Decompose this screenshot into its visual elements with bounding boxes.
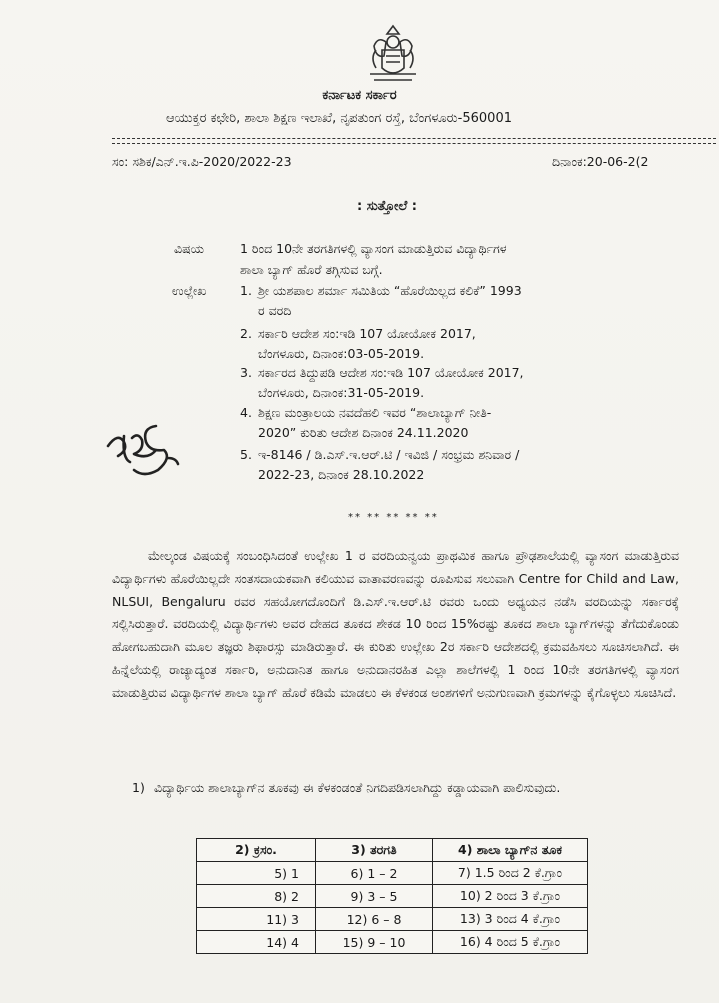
reference-line: ಇ-8146 / ಡಿ.ಎಸ್.ಇ.ಆರ್.ಟಿ / ಇವಿಜಿ / ಸಂಭ್ರಮ ಶನಿವಾರ / <box>258 447 520 462</box>
reference-number: 4. <box>240 405 252 420</box>
subject-text <box>240 238 507 280</box>
reference-number: 3. <box>240 365 252 380</box>
reference-line: 2022-23, ದಿನಾಂಕ 28.10.2022 <box>258 467 425 482</box>
table-header-row <box>197 839 588 862</box>
subject-label: ವಿಷಯ <box>174 241 204 256</box>
body-paragraph: ಮೇಲ್ಕಂಡ ವಿಷಯಕ್ಕೆ ಸಂಬಂಧಿಸಿದಂತೆ ಉಲ್ಲೇಖ 1 ರ ವರದಿಯನ್ವಯ ಪ್ರಾಥಮಿಕ ಹಾಗೂ ಪ್ರೌಢಶಾಲೆಯಲ್ಲಿ ವ್ಯಾಸಂಗ ಮಾಡುತ್ತಿರುವ ವಿದ್ಯಾರ್ಥಿಗಳು ಹೊರೆಯಿಲ್ಲದೇ ಸಂತಸದಾಯಕವಾಗಿ ಕಲಿಯುವ ವಾತಾವರಣವನ್ನು ರೂಪಿಸುವ ಸಲುವಾಗಿ Centre for Child and Law, NLSUI, Bengaluru ರವರ ಸಹಯೋಗದೊಂದಿಗೆ ಡಿ.ಎಸ್.ಇ.ಆರ್.ಟಿ ರವರು ಒಂದು ಅಧ್ಯಯನ ನಡೆಸಿ ವರದಿಯನ್ನು ಸರ್ಕಾರಕ್ಕೆ ಸಲ್ಲಿಸಿರುತ್ತಾರೆ. ವರದಿಯಲ್ಲಿ ವಿದ್ಯಾರ್ಥಿಗಳು ಅವರ ದೇಹದ ತೂಕದ ಶೇಕಡ 10 ರಿಂದ 15%ರಷ್ಟು ತೂಕದ ಶಾಲಾ ಬ್ಯಾಗ್‌ಗಳನ್ನು ತೆಗೆದುಕೊಂಡು ಹೋಗಬಹುದಾಗಿ ಮೂಲ ತಜ್ಞರು ಶಿಫಾರಸ್ಸು ಮಾಡಿರುತ್ತಾರೆ. ಈ ಕುರಿತು ಉಲ್ಲೇಖ 2ರ ಸರ್ಕಾರಿ ಆದೇಶದಲ್ಲಿ ಕ್ರಮವಹಿಸಲು ಸೂಚಿಸಲಾಗಿದೆ. ಈ ಹಿನ್ನೆಲೆಯಲ್ಲಿ ರಾಜ್ಯಾದ್ಯಂತ ಸರ್ಕಾರಿ, ಅನುದಾನಿತ ಹಾಗೂ ಅನುದಾನರಹಿತ ಎಲ್ಲಾ ಶಾಲೆಗಳಲ್ಲಿ 1 ರಿಂದ 10ನೇ ತರಗತಿಗಳಲ್ಲಿ ವ್ಯಾಸಂಗ ಮಾಡುತ್ತಿರುವ ವಿದ್ಯಾರ್ಥಿಗಳ ಶಾಲಾ ಬ್ಯಾಗ್ ಹೊರೆ ಕಡಿಮೆ ಮಾಡಲು ಈ ಕೆಳಕಂಡ ಅಂಶಗಳಿಗೆ ಅನುಗುಣವಾಗಿ ಕ್ರಮಗಳನ್ನು ಕೈಗೊಳ್ಳಲು ಸೂಚಿಸಿದೆ. <box>112 548 679 700</box>
column-header: 3) ತರಗತಿ <box>316 839 433 862</box>
table-row <box>197 931 588 954</box>
reference-number: 5. <box>240 447 252 462</box>
state-emblem-icon <box>362 22 424 88</box>
header-divider <box>112 138 716 139</box>
table-cell: 15) 9 – 10 <box>316 931 433 954</box>
section-separator: ** ** ** ** ** <box>348 512 439 523</box>
references-label: ಉಲ್ಲೇಖ <box>172 283 207 298</box>
table-cell: 9) 3 – 5 <box>316 885 433 908</box>
column-header: 4) ಶಾಲಾ ಬ್ಯಾಗ್‌ನ ತೂಕ <box>433 839 588 862</box>
bag-weight-table <box>196 838 588 954</box>
table-row <box>197 885 588 908</box>
header-divider <box>112 143 716 144</box>
reference-number: 1. <box>240 283 252 298</box>
table-cell: 16) 4 ರಿಂದ 5 ಕೆ.ಗ್ರಾಂ <box>433 931 588 954</box>
table-cell: 13) 3 ರಿಂದ 4 ಕೆ.ಗ್ರಾಂ <box>433 908 588 931</box>
office-address: ಆಯುಕ್ತರ ಕಛೇರಿ, ಶಾಲಾ ಶಿಕ್ಷಣ ಇಲಾಖೆ, ನೃಪತುಂಗ ರಸ್ತೆ, ಬೆಂಗಳೂರು-560001 <box>166 111 512 126</box>
column-header: 2) ಕ್ರಸಂ. <box>197 839 316 862</box>
reference-line: ಬೆಂಗಳೂರು, ದಿನಾಂಕ:03-05-2019. <box>258 346 425 361</box>
reference-number: 2. <box>240 326 252 341</box>
reference-line: ಸರ್ಕಾರದ ತಿದ್ದುಪಡಿ ಆದೇಶ ಸಂ:ಇಡಿ 107 ಯೋಯೋಕ 2017, <box>258 365 524 380</box>
circular-title: : ಸುತ್ತೋಲೆ : <box>357 199 417 214</box>
table-cell: 10) 2 ರಿಂದ 3 ಕೆ.ಗ್ರಾಂ <box>433 885 588 908</box>
reference-line: ಶಿಕ್ಷಣ ಮಂತ್ರಾಲಯ ನವದೆಹಲಿ ಇವರ “ಶಾಲಾಬ್ಯಾಗ್ ನೀತಿ- <box>258 405 492 420</box>
point-number: 1) <box>132 780 145 795</box>
table-row <box>197 908 588 931</box>
table-cell: 11) 3 <box>197 908 316 931</box>
reference-line: ಬೆಂಗಳೂರು, ದಿನಾಂಕ:31-05-2019. <box>258 385 425 400</box>
table-cell: 6) 1 – 2 <box>316 862 433 885</box>
reference-line: ಸರ್ಕಾರಿ ಆದೇಶ ಸಂ:ಇಡಿ 107 ಯೋಯೋಕ 2017, <box>258 326 476 341</box>
subject-line: 1 ರಿಂದ 10ನೇ ತರಗತಿಗಳಲ್ಲಿ ವ್ಯಾಸಂಗ ಮಾಡುತ್ತಿರುವ ವಿದ್ಯಾರ್ಥಿಗಳ <box>240 241 507 256</box>
point-text: ವಿದ್ಯಾರ್ಥಿಯ ಶಾಲಾಬ್ಯಾಗ್‌ನ ತೂಕವು ಈ ಕೆಳಕಂಡಂತೆ ನಿಗದಿಪಡಿಸಲಾಗಿದ್ದು ಕಡ್ಡಾಯವಾಗಿ ಪಾಲಿಸುವುದು. <box>154 780 561 795</box>
table-cell: 12) 6 – 8 <box>316 908 433 931</box>
handwritten-initials <box>102 418 192 488</box>
reference-line: ರ ವರದಿ <box>258 303 292 318</box>
circular-date: ದಿನಾಂಕ:20-06-2(2 <box>552 154 649 169</box>
table-row <box>197 862 588 885</box>
government-title: ಕರ್ನಾಟಕ ಸರ್ಕಾರ <box>322 88 397 103</box>
table-cell: 14) 4 <box>197 931 316 954</box>
table-cell: 5) 1 <box>197 862 316 885</box>
table-cell: 8) 2 <box>197 885 316 908</box>
subject-line: ಶಾಲಾ ಬ್ಯಾಗ್ ಹೊರೆ ತಗ್ಗಿಸುವ ಬಗ್ಗೆ. <box>240 262 383 277</box>
reference-number: ಸಂ: ಸಶಿಕ/ಎನ್.ಇ.ಪಿ-2020/2022-23 <box>112 154 292 169</box>
reference-line: ಶ್ರೀ ಯಶಪಾಲ ಶರ್ಮಾ ಸಮಿತಿಯ “ಹೊರೆಯಿಲ್ಲದ ಕಲಿಕೆ” 1993 <box>258 283 522 298</box>
reference-line: 2020” ಕುರಿತು ಆದೇಶ ದಿನಾಂಕ 24.11.2020 <box>258 425 469 440</box>
table-cell: 7) 1.5 ರಿಂದ 2 ಕೆ.ಗ್ರಾಂ <box>433 862 588 885</box>
